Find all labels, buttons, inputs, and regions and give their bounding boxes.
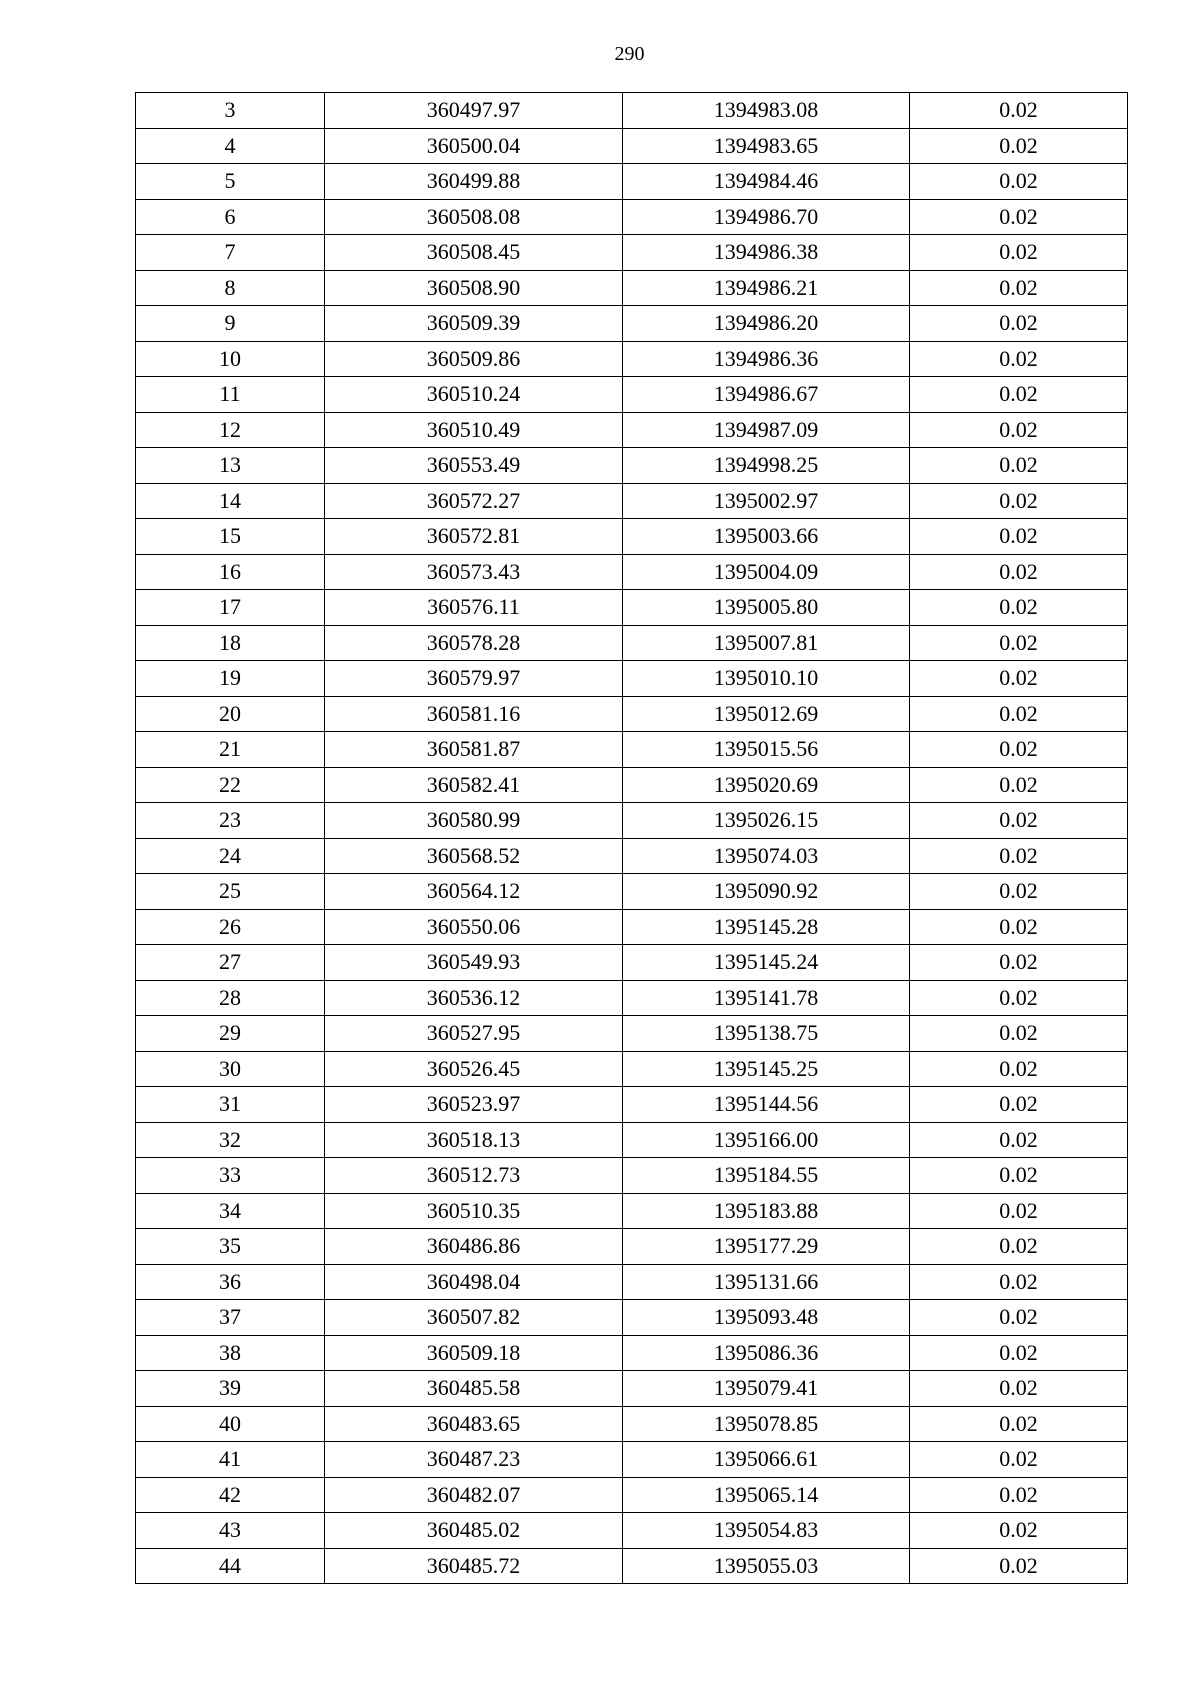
tolerance-cell: 0.02 xyxy=(910,945,1128,981)
table-row xyxy=(136,164,1128,200)
tolerance-cell: 0.02 xyxy=(910,519,1128,555)
tolerance-cell: 0.02 xyxy=(910,235,1128,271)
y-coordinate-cell: 1394986.67 xyxy=(623,377,910,413)
y-coordinate-cell: 1395074.03 xyxy=(623,838,910,874)
table-row xyxy=(136,1193,1128,1229)
point-number-cell: 16 xyxy=(136,554,325,590)
point-number-cell: 21 xyxy=(136,732,325,768)
y-coordinate-cell: 1395184.55 xyxy=(623,1158,910,1194)
tolerance-cell: 0.02 xyxy=(910,128,1128,164)
point-number-cell: 26 xyxy=(136,909,325,945)
x-coordinate-cell: 360580.99 xyxy=(325,803,623,839)
y-coordinate-cell: 1394983.08 xyxy=(623,93,910,129)
table-row xyxy=(136,1513,1128,1549)
tolerance-cell: 0.02 xyxy=(910,1229,1128,1265)
y-coordinate-cell: 1395002.97 xyxy=(623,483,910,519)
point-number-cell: 29 xyxy=(136,1016,325,1052)
point-number-cell: 6 xyxy=(136,199,325,235)
point-number-cell: 19 xyxy=(136,661,325,697)
tolerance-cell: 0.02 xyxy=(910,1335,1128,1371)
y-coordinate-cell: 1395004.09 xyxy=(623,554,910,590)
tolerance-cell: 0.02 xyxy=(910,1051,1128,1087)
x-coordinate-cell: 360510.24 xyxy=(325,377,623,413)
x-coordinate-cell: 360579.97 xyxy=(325,661,623,697)
table-row xyxy=(136,554,1128,590)
table-row xyxy=(136,909,1128,945)
x-coordinate-cell: 360582.41 xyxy=(325,767,623,803)
table-row xyxy=(136,945,1128,981)
table-row xyxy=(136,767,1128,803)
x-coordinate-cell: 360549.93 xyxy=(325,945,623,981)
y-coordinate-cell: 1395183.88 xyxy=(623,1193,910,1229)
point-number-cell: 31 xyxy=(136,1087,325,1123)
x-coordinate-cell: 360487.23 xyxy=(325,1442,623,1478)
x-coordinate-cell: 360508.45 xyxy=(325,235,623,271)
table-row xyxy=(136,625,1128,661)
table-row xyxy=(136,377,1128,413)
point-number-cell: 24 xyxy=(136,838,325,874)
table-row xyxy=(136,1158,1128,1194)
x-coordinate-cell: 360485.02 xyxy=(325,1513,623,1549)
table-row xyxy=(136,1264,1128,1300)
x-coordinate-cell: 360508.90 xyxy=(325,270,623,306)
tolerance-cell: 0.02 xyxy=(910,590,1128,626)
point-number-cell: 3 xyxy=(136,93,325,129)
y-coordinate-cell: 1395054.83 xyxy=(623,1513,910,1549)
x-coordinate-cell: 360486.86 xyxy=(325,1229,623,1265)
x-coordinate-cell: 360509.39 xyxy=(325,306,623,342)
tolerance-cell: 0.02 xyxy=(910,1300,1128,1336)
table-row xyxy=(136,590,1128,626)
x-coordinate-cell: 360500.04 xyxy=(325,128,623,164)
x-coordinate-cell: 360510.35 xyxy=(325,1193,623,1229)
x-coordinate-cell: 360509.86 xyxy=(325,341,623,377)
tolerance-cell: 0.02 xyxy=(910,1087,1128,1123)
point-number-cell: 22 xyxy=(136,767,325,803)
table-row xyxy=(136,483,1128,519)
tolerance-cell: 0.02 xyxy=(910,93,1128,129)
tolerance-cell: 0.02 xyxy=(910,838,1128,874)
point-number-cell: 39 xyxy=(136,1371,325,1407)
tolerance-cell: 0.02 xyxy=(910,412,1128,448)
y-coordinate-cell: 1395166.00 xyxy=(623,1122,910,1158)
tolerance-cell: 0.02 xyxy=(910,1264,1128,1300)
y-coordinate-cell: 1394986.20 xyxy=(623,306,910,342)
x-coordinate-cell: 360581.87 xyxy=(325,732,623,768)
point-number-cell: 15 xyxy=(136,519,325,555)
point-number-cell: 13 xyxy=(136,448,325,484)
point-number-cell: 7 xyxy=(136,235,325,271)
tolerance-cell: 0.02 xyxy=(910,803,1128,839)
table-row xyxy=(136,1442,1128,1478)
x-coordinate-cell: 360568.52 xyxy=(325,838,623,874)
table-row xyxy=(136,696,1128,732)
x-coordinate-cell: 360564.12 xyxy=(325,874,623,910)
x-coordinate-cell: 360581.16 xyxy=(325,696,623,732)
x-coordinate-cell: 360518.13 xyxy=(325,1122,623,1158)
tolerance-cell: 0.02 xyxy=(910,1513,1128,1549)
y-coordinate-cell: 1394986.36 xyxy=(623,341,910,377)
y-coordinate-cell: 1395138.75 xyxy=(623,1016,910,1052)
x-coordinate-cell: 360572.81 xyxy=(325,519,623,555)
x-coordinate-cell: 360526.45 xyxy=(325,1051,623,1087)
y-coordinate-cell: 1395007.81 xyxy=(623,625,910,661)
y-coordinate-cell: 1394984.46 xyxy=(623,164,910,200)
table-row xyxy=(136,803,1128,839)
tolerance-cell: 0.02 xyxy=(910,270,1128,306)
tolerance-cell: 0.02 xyxy=(910,1193,1128,1229)
table-row xyxy=(136,519,1128,555)
table-row xyxy=(136,341,1128,377)
table-row xyxy=(136,306,1128,342)
tolerance-cell: 0.02 xyxy=(910,1122,1128,1158)
x-coordinate-cell: 360498.04 xyxy=(325,1264,623,1300)
y-coordinate-cell: 1395020.69 xyxy=(623,767,910,803)
y-coordinate-cell: 1394986.38 xyxy=(623,235,910,271)
x-coordinate-cell: 360485.58 xyxy=(325,1371,623,1407)
point-number-cell: 42 xyxy=(136,1477,325,1513)
tolerance-cell: 0.02 xyxy=(910,1477,1128,1513)
point-number-cell: 27 xyxy=(136,945,325,981)
point-number-cell: 32 xyxy=(136,1122,325,1158)
point-number-cell: 14 xyxy=(136,483,325,519)
point-number-cell: 11 xyxy=(136,377,325,413)
table-row xyxy=(136,1548,1128,1584)
y-coordinate-cell: 1395177.29 xyxy=(623,1229,910,1265)
point-number-cell: 40 xyxy=(136,1406,325,1442)
y-coordinate-cell: 1395141.78 xyxy=(623,980,910,1016)
point-number-cell: 20 xyxy=(136,696,325,732)
tolerance-cell: 0.02 xyxy=(910,1371,1128,1407)
table-row xyxy=(136,838,1128,874)
point-number-cell: 25 xyxy=(136,874,325,910)
point-number-cell: 9 xyxy=(136,306,325,342)
point-number-cell: 5 xyxy=(136,164,325,200)
tolerance-cell: 0.02 xyxy=(910,164,1128,200)
table-row xyxy=(136,874,1128,910)
table-row xyxy=(136,199,1128,235)
table-row xyxy=(136,448,1128,484)
y-coordinate-cell: 1395005.80 xyxy=(623,590,910,626)
x-coordinate-cell: 360508.08 xyxy=(325,199,623,235)
tolerance-cell: 0.02 xyxy=(910,1158,1128,1194)
table-row xyxy=(136,128,1128,164)
tolerance-cell: 0.02 xyxy=(910,306,1128,342)
page-number: 290 xyxy=(614,43,645,65)
x-coordinate-cell: 360509.18 xyxy=(325,1335,623,1371)
table-row xyxy=(136,980,1128,1016)
x-coordinate-cell: 360576.11 xyxy=(325,590,623,626)
point-number-cell: 35 xyxy=(136,1229,325,1265)
point-number-cell: 34 xyxy=(136,1193,325,1229)
table-row xyxy=(136,1051,1128,1087)
y-coordinate-cell: 1395078.85 xyxy=(623,1406,910,1442)
y-coordinate-cell: 1395010.10 xyxy=(623,661,910,697)
tolerance-cell: 0.02 xyxy=(910,767,1128,803)
y-coordinate-cell: 1395145.25 xyxy=(623,1051,910,1087)
y-coordinate-cell: 1395086.36 xyxy=(623,1335,910,1371)
x-coordinate-cell: 360523.97 xyxy=(325,1087,623,1123)
x-coordinate-cell: 360573.43 xyxy=(325,554,623,590)
table-row xyxy=(136,732,1128,768)
y-coordinate-cell: 1394983.65 xyxy=(623,128,910,164)
point-number-cell: 28 xyxy=(136,980,325,1016)
y-coordinate-cell: 1394986.21 xyxy=(623,270,910,306)
point-number-cell: 10 xyxy=(136,341,325,377)
y-coordinate-cell: 1394998.25 xyxy=(623,448,910,484)
point-number-cell: 18 xyxy=(136,625,325,661)
y-coordinate-cell: 1395131.66 xyxy=(623,1264,910,1300)
y-coordinate-cell: 1395145.28 xyxy=(623,909,910,945)
table-row xyxy=(136,1087,1128,1123)
y-coordinate-cell: 1395145.24 xyxy=(623,945,910,981)
tolerance-cell: 0.02 xyxy=(910,1406,1128,1442)
tolerance-cell: 0.02 xyxy=(910,341,1128,377)
table-row xyxy=(136,1335,1128,1371)
table-body xyxy=(136,93,1128,1584)
point-number-cell: 30 xyxy=(136,1051,325,1087)
x-coordinate-cell: 360497.97 xyxy=(325,93,623,129)
point-number-cell: 8 xyxy=(136,270,325,306)
point-number-cell: 41 xyxy=(136,1442,325,1478)
tolerance-cell: 0.02 xyxy=(910,732,1128,768)
point-number-cell: 23 xyxy=(136,803,325,839)
table-row xyxy=(136,235,1128,271)
x-coordinate-cell: 360485.72 xyxy=(325,1548,623,1584)
x-coordinate-cell: 360527.95 xyxy=(325,1016,623,1052)
tolerance-cell: 0.02 xyxy=(910,199,1128,235)
point-number-cell: 37 xyxy=(136,1300,325,1336)
table-row xyxy=(136,1122,1128,1158)
y-coordinate-cell: 1395093.48 xyxy=(623,1300,910,1336)
point-number-cell: 33 xyxy=(136,1158,325,1194)
point-number-cell: 12 xyxy=(136,412,325,448)
point-number-cell: 36 xyxy=(136,1264,325,1300)
tolerance-cell: 0.02 xyxy=(910,909,1128,945)
y-coordinate-cell: 1395015.56 xyxy=(623,732,910,768)
tolerance-cell: 0.02 xyxy=(910,554,1128,590)
y-coordinate-cell: 1395090.92 xyxy=(623,874,910,910)
x-coordinate-cell: 360507.82 xyxy=(325,1300,623,1336)
tolerance-cell: 0.02 xyxy=(910,980,1128,1016)
table-row xyxy=(136,1016,1128,1052)
tolerance-cell: 0.02 xyxy=(910,1442,1128,1478)
table-row xyxy=(136,661,1128,697)
table-row xyxy=(136,1300,1128,1336)
table-row xyxy=(136,1477,1128,1513)
x-coordinate-cell: 360510.49 xyxy=(325,412,623,448)
point-number-cell: 43 xyxy=(136,1513,325,1549)
y-coordinate-cell: 1395066.61 xyxy=(623,1442,910,1478)
tolerance-cell: 0.02 xyxy=(910,874,1128,910)
y-coordinate-cell: 1395079.41 xyxy=(623,1371,910,1407)
y-coordinate-cell: 1395055.03 xyxy=(623,1548,910,1584)
tolerance-cell: 0.02 xyxy=(910,483,1128,519)
point-number-cell: 17 xyxy=(136,590,325,626)
point-number-cell: 44 xyxy=(136,1548,325,1584)
x-coordinate-cell: 360550.06 xyxy=(325,909,623,945)
x-coordinate-cell: 360483.65 xyxy=(325,1406,623,1442)
y-coordinate-cell: 1394987.09 xyxy=(623,412,910,448)
y-coordinate-cell: 1395026.15 xyxy=(623,803,910,839)
x-coordinate-cell: 360499.88 xyxy=(325,164,623,200)
table-row xyxy=(136,1229,1128,1265)
x-coordinate-cell: 360482.07 xyxy=(325,1477,623,1513)
point-number-cell: 38 xyxy=(136,1335,325,1371)
point-number-cell: 4 xyxy=(136,128,325,164)
x-coordinate-cell: 360553.49 xyxy=(325,448,623,484)
y-coordinate-cell: 1395012.69 xyxy=(623,696,910,732)
table-row xyxy=(136,93,1128,129)
tolerance-cell: 0.02 xyxy=(910,696,1128,732)
y-coordinate-cell: 1395003.66 xyxy=(623,519,910,555)
tolerance-cell: 0.02 xyxy=(910,1548,1128,1584)
table-row xyxy=(136,1371,1128,1407)
tolerance-cell: 0.02 xyxy=(910,1016,1128,1052)
tolerance-cell: 0.02 xyxy=(910,377,1128,413)
y-coordinate-cell: 1395144.56 xyxy=(623,1087,910,1123)
coordinates-table xyxy=(135,92,1128,1584)
y-coordinate-cell: 1395065.14 xyxy=(623,1477,910,1513)
tolerance-cell: 0.02 xyxy=(910,661,1128,697)
x-coordinate-cell: 360572.27 xyxy=(325,483,623,519)
y-coordinate-cell: 1394986.70 xyxy=(623,199,910,235)
x-coordinate-cell: 360536.12 xyxy=(325,980,623,1016)
x-coordinate-cell: 360512.73 xyxy=(325,1158,623,1194)
table-row xyxy=(136,270,1128,306)
table-row xyxy=(136,412,1128,448)
tolerance-cell: 0.02 xyxy=(910,625,1128,661)
table-row xyxy=(136,1406,1128,1442)
tolerance-cell: 0.02 xyxy=(910,448,1128,484)
x-coordinate-cell: 360578.28 xyxy=(325,625,623,661)
